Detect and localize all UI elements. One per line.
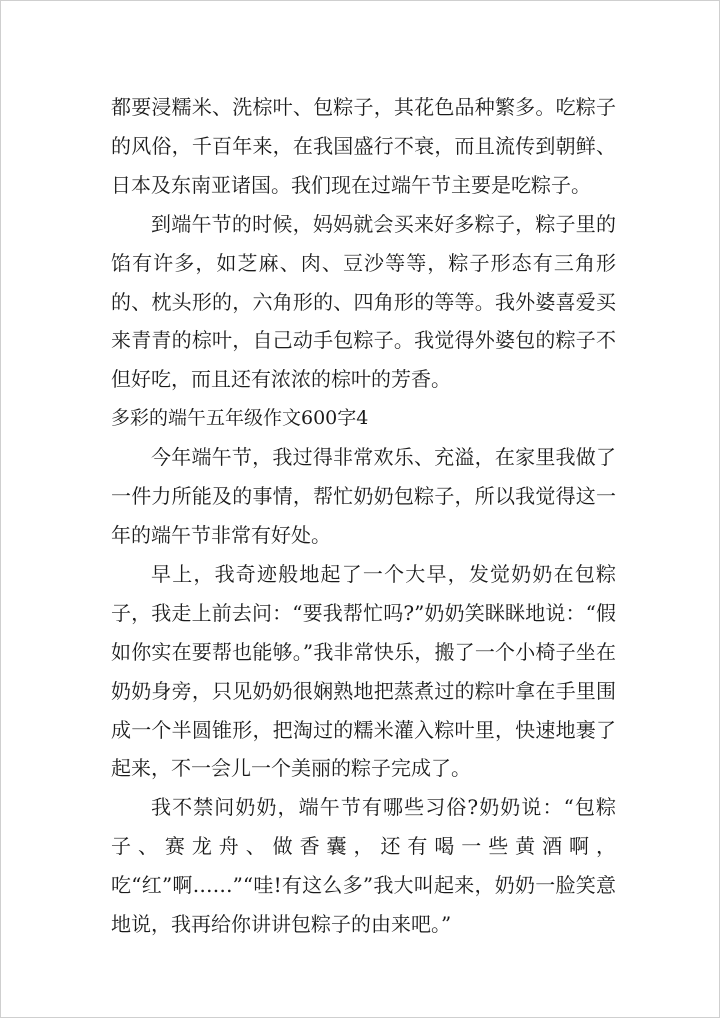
paragraph-zongzi-fillings: 到端午节的时候，妈妈就会买来好多粽子，粽子里的馅有许多，如芝麻、肉、豆沙等等，粽子形态有三角形的、枕头形的，六角形的、四角形的等等。我外婆喜爱买来青青的棕叶，自己动手包粽子。我觉得外婆包的粽子不但好吃，而且还有浓浓的棕叶的芳香。 (111, 211, 616, 392)
paragraph-customs: 我不禁问奶奶，端午节有哪些习俗?奶奶说：“包粽子、赛龙舟、做香囊，还有喝一些黄酒啊，吃“红”啊……”“哇!有这么多”我大叫起来，奶奶一脸笑意地说，我再给你讲讲包粽子的由来吧。” (111, 795, 616, 937)
paragraph-continuation: 都要浸糯米、洗棕叶、包粽子，其花色品种繁多。吃粽子的风俗，千百年来，在我国盛行不衰，而且流传到朝鲜、日本及东南亚诸国。我们现在过端午节主要是吃粽子。 (111, 95, 616, 197)
essay-heading: 多彩的端午五年级作文600字4 (111, 407, 369, 430)
article-body (111, 88, 616, 944)
paragraph-this-year: 今年端午节，我过得非常欢乐、充溢，在家里我做了一件力所能及的事情，帮忙奶奶包粽子，所以我觉得这一年的端午节非常有好处。 (111, 445, 616, 547)
paragraph-morning: 早上，我奇迹般地起了一个大早，发觉奶奶在包粽子，我走上前去问：“要我帮忙吗?”奶奶笑眯眯地说：“假如你实在要帮也能够。”我非常快乐，搬了一个小椅子坐在奶奶身旁，只见奶奶很娴熟地把蒸煮过的粽叶拿在手里围成一个半圆锥形，把淘过的糯米灌入粽叶里，快速地裹了起来，不一会儿一个美丽的粽子完成了。 (111, 561, 616, 781)
